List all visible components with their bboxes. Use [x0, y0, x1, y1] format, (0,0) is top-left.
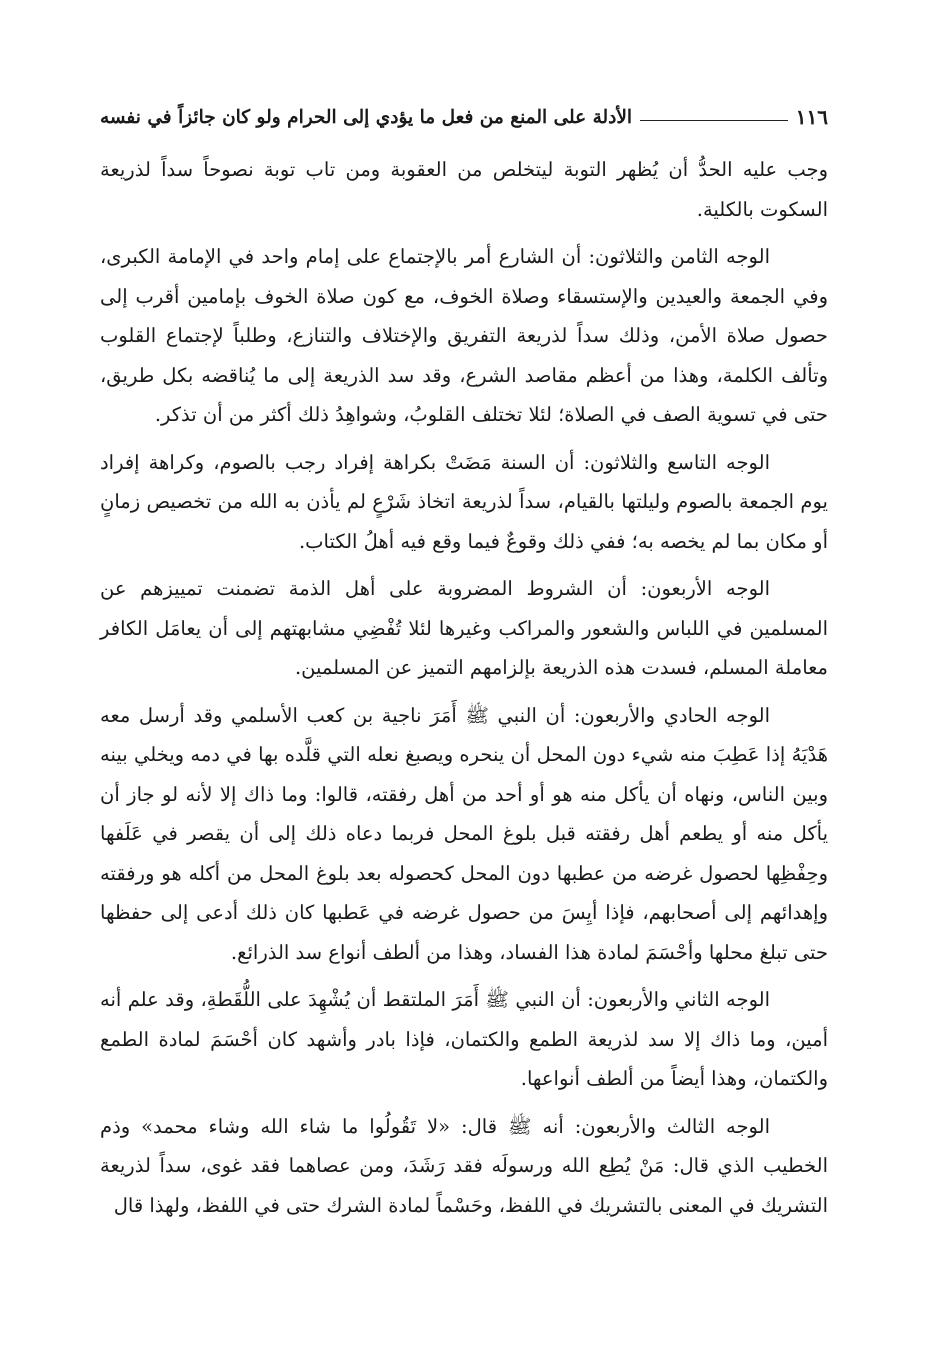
running-header: [100, 102, 828, 132]
paragraph: الوجه الحادي والأربعون: أن النبي ﷺ أَمَرَ ناجية بن كعب الأسلمي وقد أرسل معه هَدْيَهُ إذا عَطِبَ منه شيء دون المحل أن ينحره ويصبغ نعله التي قلَّده بها في دمه ويخلي بينه وبين الناس، ونهاه أن يأكل منه هو أو أحد من أهل رفقته، قالوا: وما ذاك إلا لأنه لو جاز أن يأكل منه أو يطعم أهل رفقته قبل بلوغ المحل فربما دعاه ذلك إلى أن يقصر في عَلَفها وحِفْظِها لحصول غرضه من عطبها دون المحل كحصوله بعد بلوغ المحل من أكله هو ورفقته وإهدائهم إلى أصحابهم، فإذا أيِسَ من حصول غرضه في عَطبها كان ذلك أدعى إلى حفظها حتى تبلغ محلها وأحْسَمَ لمادة هذا الفساد، وهذا من ألطف أنواع سد الذرائع.: [100, 703, 828, 964]
page-number: ١١٦: [795, 105, 828, 129]
page-body: [100, 150, 828, 1233]
paragraph: الوجه الأربعون: أن الشروط المضروبة على أهل الذمة تضمنت تمييزهم عن المسلمين في اللباس والشعور والمراكب وغيرها لئلا تُفْضِي مشابهتهم إلى أن يعامَل الكافر معاملة المسلم، فسدت هذه الذريعة بإلزامهم التميز عن المسلمين.: [100, 577, 828, 679]
running-title: الأدلة على المنع من فعل ما يؤدي إلى الحرام ولو كان جائزاً في نفسه: [100, 106, 633, 128]
header-rule: [640, 120, 788, 121]
paragraph: الوجه الثالث والأربعون: أنه ﷺ قال: «لا تَقُولُوا ما شاء الله وشاء محمد» وذم الخطيب الذي قال: مَنْ يُطِع الله ورسولَه فقد رَشَدَ، ومن عصاهما فقد غوى، سداً لذريعة التشريك في المعنى بالتشريك في اللفظ، وحَسْماً لمادة الشرك حتى في اللفظ، ولهذا قال: [100, 1114, 828, 1217]
paragraph: الوجه الثامن والثلاثون: أن الشارع أمر بالإجتماع على إمام واحد في الإمامة الكبرى، وفي الجمعة والعيدين والإستسقاء وصلاة الخوف، مع كون صلاة الخوف بإمامين أقرب إلى حصول صلاة الأمن، وذلك سداً لذريعة التفريق والإختلاف والتنازع، وطلباً لإجتماع القلوب وتألف الكلمة، وهذا من أعظم مقاصد الشرع، وقد سد الذريعة إلى ما يُناقضه بكل طريق، حتى في تسوية الصف في الصلاة؛ لئلا تختلف القلوبُ، وشواهِدُ ذلك أكثر من أن تذكر.: [100, 245, 828, 426]
paragraph: الوجه الثاني والأربعون: أن النبي ﷺ أَمَرَ الملتقط أن يُشْهِدَ على اللُّقَطةِ، وقد علم أنه أمين، وما ذاك إلا سد لذريعة الطمع والكتمان، فإذا بادر وأشهد كان أحْسَمَ لمادة الطمع والكتمان، وهذا أيضاً من ألطف أنواعها.: [100, 988, 828, 1090]
paragraph: وجب عليه الحدُّ أن يُظهر التوبة ليتخلص من العقوبة ومن تاب توبة نصوحاً سداً لذريعة السكوت بالكلية.: [100, 158, 828, 221]
paragraph: الوجه التاسع والثلاثون: أن السنة مَضَتْ بكراهة إفراد رجب بالصوم، وكراهة إفراد يوم الجمعة بالصوم وليلتها بالقيام، سداً لذريعة اتخاذ شَرْعٍ لم يأذن به الله من تخصيص زمانٍ أو مكان بما لم يخصه به؛ ففي ذلك وقوعٌ فيما وقع فيه أهلُ الكتاب.: [100, 450, 828, 553]
